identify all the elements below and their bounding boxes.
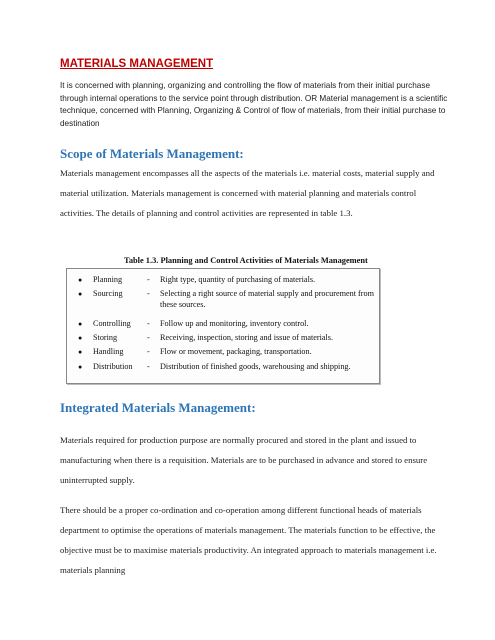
dash-separator: - bbox=[147, 275, 150, 284]
dash-separator: - bbox=[147, 362, 150, 371]
activity-label: Distribution bbox=[93, 362, 133, 371]
activities-table bbox=[66, 268, 380, 384]
activity-description: Distribution of finished goods, warehousing and shipping. bbox=[160, 362, 351, 371]
scope-paragraph: Materials management encompasses all the aspects of the materials i.e. material costs, material supply and material utilization. Materials management is concerned with material planning and materials control activities. The details of planning and control activities are represented in table 1.3. bbox=[60, 168, 435, 218]
integrated-paragraph-2: There should be a proper co-ordination and co-operation among different functional heads of materials department to optimise the operations of materials management. The materials function to be effective, the objective must be to maximise materials productivity. An integrated approach to materials management i.e. materials planning bbox=[60, 505, 437, 575]
activity-description: Receiving, inspection, storing and issue of materials. bbox=[160, 333, 334, 342]
activity-label: Planning bbox=[93, 275, 123, 284]
activity-description: Selecting a right source of material supply and procurement from these sources. bbox=[160, 289, 374, 309]
bullet-icon: ● bbox=[78, 348, 83, 356]
bullet-icon: ● bbox=[78, 334, 83, 342]
bullet-icon: ● bbox=[78, 363, 83, 371]
scope-heading: Scope of Materials Management: bbox=[60, 146, 244, 161]
activity-description: Follow up and monitoring, inventory control. bbox=[160, 319, 309, 328]
intro-paragraph: It is concerned with planning, organizing and controlling the flow of materials from their initial purchase through internal operations to the service point through distribution. OR Material management is a scientific technique, concerned with Planning, Organizing & Control of flow of materials, from their initial purchase to destination bbox=[60, 81, 448, 128]
integrated-heading: Integrated Materials Management: bbox=[60, 400, 256, 415]
bullet-icon: ● bbox=[78, 320, 83, 328]
dash-separator: - bbox=[147, 289, 150, 298]
activity-label: Storing bbox=[93, 333, 118, 342]
activity-description: Right type, quantity of purchasing of materials. bbox=[160, 275, 316, 284]
bullet-icon: ● bbox=[78, 276, 83, 284]
dash-separator: - bbox=[147, 319, 150, 328]
activity-description: Flow or movement, packaging, transportation. bbox=[160, 347, 312, 356]
table-caption: Table 1.3. Planning and Control Activities of Materials Management bbox=[124, 256, 368, 265]
activity-label: Sourcing bbox=[93, 289, 123, 298]
dash-separator: - bbox=[147, 347, 150, 356]
bullet-icon: ● bbox=[78, 290, 83, 298]
activity-label: Controlling bbox=[93, 319, 131, 328]
integrated-paragraph-1: Materials required for production purpose are normally procured and stored in the plant and issued to manufacturing when there is a requisition. Materials are to be purchased in advance and stored to ensure uninterrupted supply. bbox=[60, 435, 428, 485]
document-title: MATERIALS MANAGEMENT bbox=[60, 58, 214, 70]
dash-separator: - bbox=[147, 333, 150, 342]
activity-label: Handling bbox=[93, 347, 124, 356]
